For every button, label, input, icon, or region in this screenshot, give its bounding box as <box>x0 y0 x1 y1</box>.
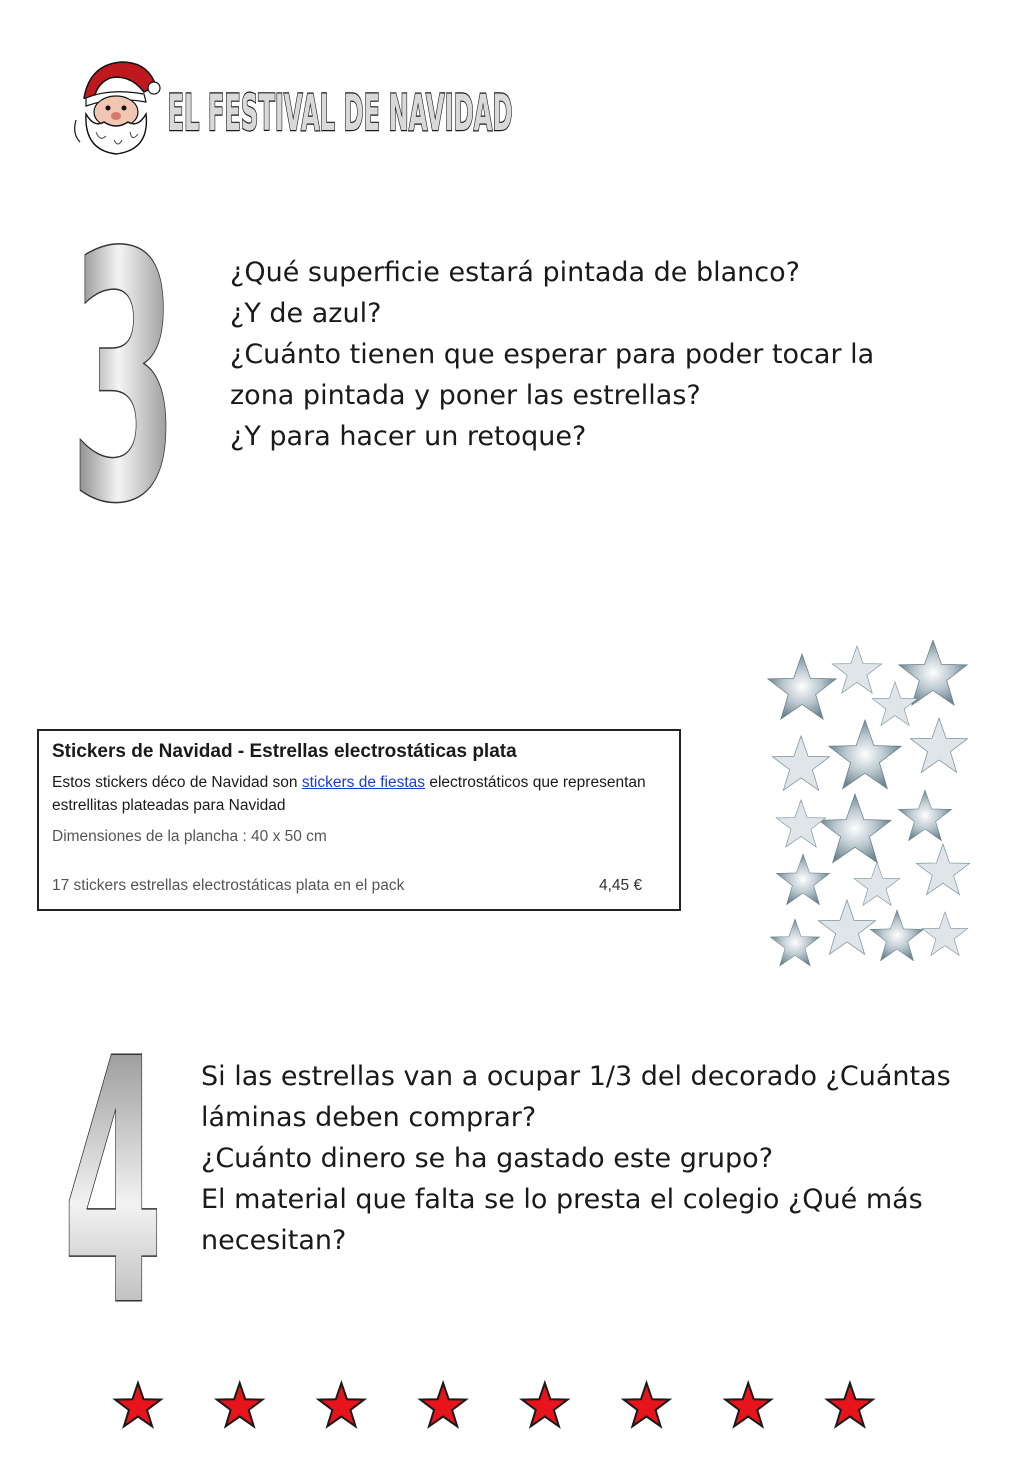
question-line: ¿Y de azul? <box>230 298 382 329</box>
product-title: Stickers de Navidad - Estrellas electrostáticas plata <box>52 741 517 762</box>
question-line: ¿Y para hacer un retoque? <box>230 421 587 452</box>
product-price: 4,45 € <box>599 877 643 894</box>
page-title-text: EL FESTIVAL DE NAVIDAD <box>167 84 513 140</box>
red-star-icon <box>115 1383 161 1426</box>
question-line: necesitan? <box>201 1225 347 1256</box>
desc-text: electrostáticos que representan estrellitas plateadas para Navidad <box>52 774 646 814</box>
question-line: zona pintada y poner las estrellas? <box>230 380 701 411</box>
section-number-4 <box>58 1012 168 1308</box>
product-info-box <box>37 729 681 911</box>
product-pack: 17 stickers estrellas electrostáticas plata en el pack <box>52 877 405 894</box>
red-star-icon <box>319 1383 365 1426</box>
footer-star-row <box>110 1380 890 1430</box>
red-star-icon <box>725 1383 771 1426</box>
question-line: El material que falta se lo presta el colegio ¿Qué más <box>201 1184 923 1215</box>
red-star-icon <box>522 1383 568 1426</box>
product-description <box>52 771 667 817</box>
desc-text: Estos stickers déco de Navidad son <box>52 774 302 791</box>
red-star-icon <box>624 1383 670 1426</box>
red-star-icon <box>217 1383 263 1426</box>
red-star-icon <box>827 1383 873 1426</box>
question-line: Si las estrellas van a ocupar 1/3 del decorado ¿Cuántas <box>201 1061 951 1092</box>
silver-stars-image <box>765 640 975 975</box>
question-line: ¿Cuánto tienen que esperar para poder tocar la <box>230 339 875 370</box>
product-dimensions: Dimensiones de la plancha : 40 x 50 cm <box>52 828 327 845</box>
red-star-icon <box>420 1383 466 1426</box>
question-line: láminas deben comprar? <box>201 1102 537 1133</box>
svg-text:4: 4 <box>63 1012 163 1308</box>
santa-claus-icon <box>70 58 162 156</box>
svg-text:3: 3 <box>70 205 178 505</box>
page-title <box>160 58 520 140</box>
stickers-link[interactable]: stickers de fiestas <box>301 774 426 791</box>
question-line: ¿Cuánto dinero se ha gastado este grupo? <box>201 1143 774 1174</box>
question-3 <box>230 252 874 457</box>
question-line: ¿Qué superficie estará pintada de blanco? <box>230 257 800 288</box>
section-number-3 <box>62 205 182 505</box>
question-4 <box>201 1056 951 1261</box>
